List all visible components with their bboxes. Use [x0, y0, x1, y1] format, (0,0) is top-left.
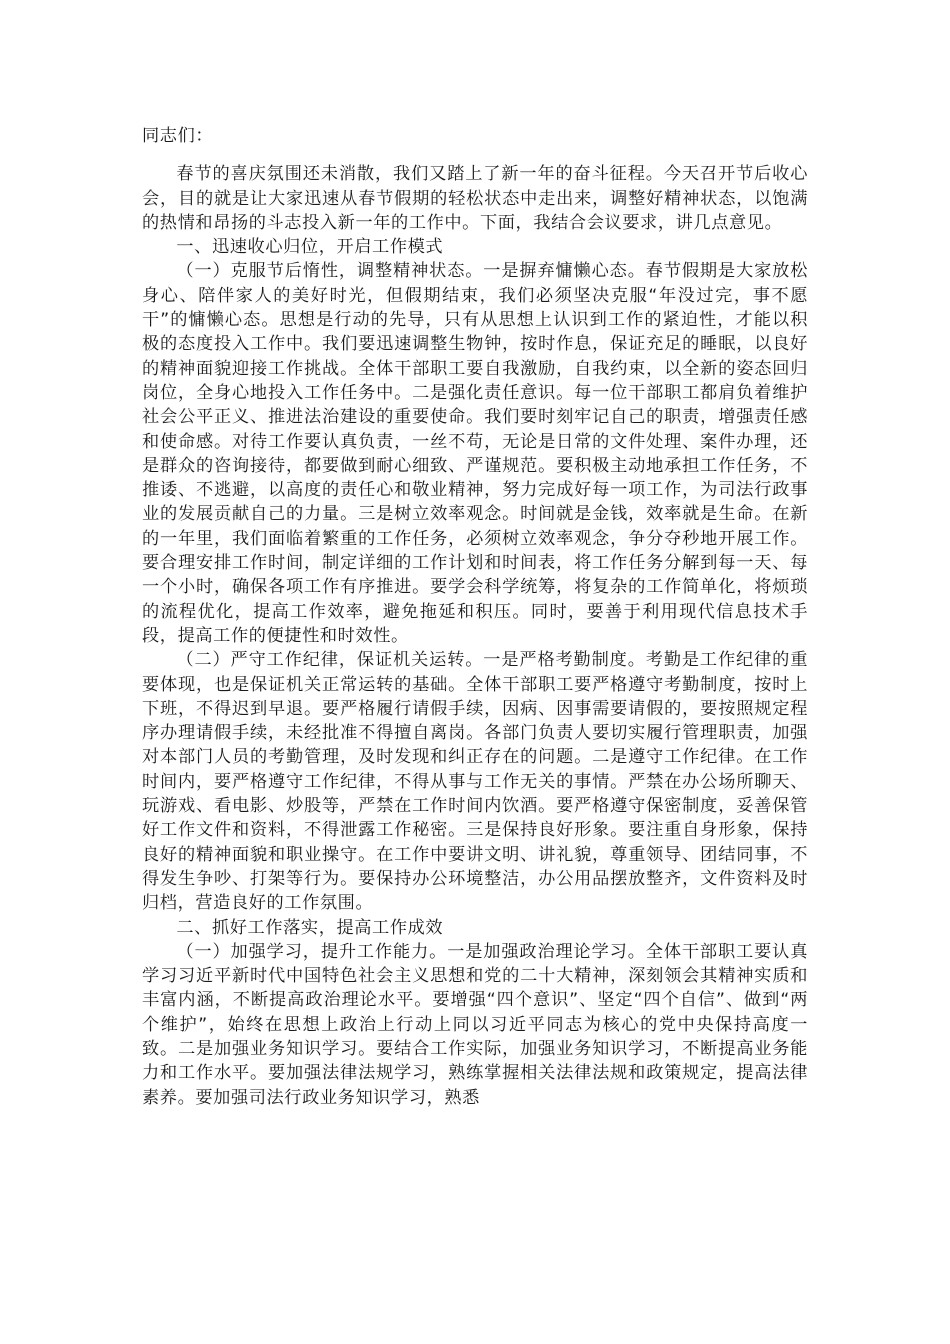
greeting: 同志们：: [142, 126, 214, 146]
paragraph-2-1: （一）加强学习，提升工作能力。一是加强政治理论学习。全体干部职工要认真学习习近平新时代中国特色社会主义思想和党的二十大精神，深刻领会其精神实质和丰富内涵，不断提高政治理论水平。要增强“四个意识”、坚定“四个自信”、做到“两个维护”，始终在思想上政治上行动上同以习近平同志为核心的党中央保持高度一致。二是加强业务知识学习。要结合工作实际，加强业务知识学习，不断提高业务能力和工作水平。要加强法律法规学习，熟练掌握相关法律法规和政策规定，提高法律素养。要加强司法行政业务知识学习，熟悉: [142, 941, 808, 1108]
section-heading-2: 二、抓好工作落实，提高工作成效: [176, 917, 444, 938]
paragraph-1-1: （一）克服节后惰性，调整精神状态。一是摒弃慵懒心态。春节假期是大家放松身心、陪伴家人的美好时光，但假期结束，我们必须坚决克服“年没过完，事不愿干”的慵懒心态。思想是行动的先导，只有从思想上认识到工作的紧迫性，才能以积极的态度投入工作中。我们要迅速调整生物钟，按时作息，保证充足的睡眠，以良好的精神面貌迎接工作挑战。全体干部职工要自我激励，自我约束，以全新的姿态回归岗位，全身心地投入工作任务中。二是强化责任意识。每一位干部职工都肩负着维护社会公平正义、推进法治建设的重要使命。我们要时刻牢记自己的职责，增强责任感和使命感。对待工作要认真负责，一丝不苟，无论是日常的文件处理、案件办理，还是群众的咨询接待，都要做到耐心细致、严谨规范。要积极主动地承担工作任务，不推诿、不逃避，以高度的责任心和敬业精神，努力完成好每一项工作，为司法行政事业的发展贡献自己的力量。三是树立效率观念。时间就是金钱，效率就是生命。在新的一年里，我们面临着繁重的工作任务，必须树立效率观念，争分夺秒地开展工作。要合理安排工作时间，制定详细的工作计划和时间表，将工作任务分解到每一天、每一个小时，确保各项工作有序推进。要学会科学统筹，将复杂的工作简单化，将烦琐的流程优化，提高工作效率，避免拖延和积压。同时，要善于利用现代信息技术手段，提高工作的便捷性和时效性。: [142, 261, 808, 646]
document-body: [142, 124, 808, 1110]
paragraph-intro: 春节的喜庆氛围还未消散，我们又踏上了新一年的奋斗征程。今天召开节后收心会，目的就是让大家迅速从春节假期的轻松状态中走出来，调整好精神状态，以饱满的热情和昂扬的斗志投入新一年的工作中。下面，我结合会议要求，讲几点意见。: [142, 164, 808, 233]
paragraph-1-2: （二）严守工作纪律，保证机关运转。一是严格考勤制度。考勤是工作纪律的重要体现，也是保证机关正常运转的基础。全体干部职工要严格遵守考勤制度，按时上下班，不得迟到早退。要严格履行请假手续，因病、因事需要请假的，要按照规定程序办理请假手续，未经批准不得擅自离岗。各部门负责人要切实履行管理职责，加强对本部门人员的考勤管理，及时发现和纠正存在的问题。二是遵守工作纪律。在工作时间内，要严格遵守工作纪律，不得从事与工作无关的事情。严禁在办公场所聊天、玩游戏、看电影、炒股等，严禁在工作时间内饮酒。要严格遵守保密制度，妥善保管好工作文件和资料，不得泄露工作秘密。三是保持良好形象。要注重自身形象，保持良好的精神面貌和职业操守。在工作中要讲文明、讲礼貌，尊重领导、团结同事，不得发生争吵、打架等行为。要保持办公环境整洁，办公用品摆放整齐，文件资料及时归档，营造良好的工作氛围。: [142, 650, 808, 914]
section-heading-1: 一、迅速收心归位，开启工作模式: [176, 237, 444, 258]
